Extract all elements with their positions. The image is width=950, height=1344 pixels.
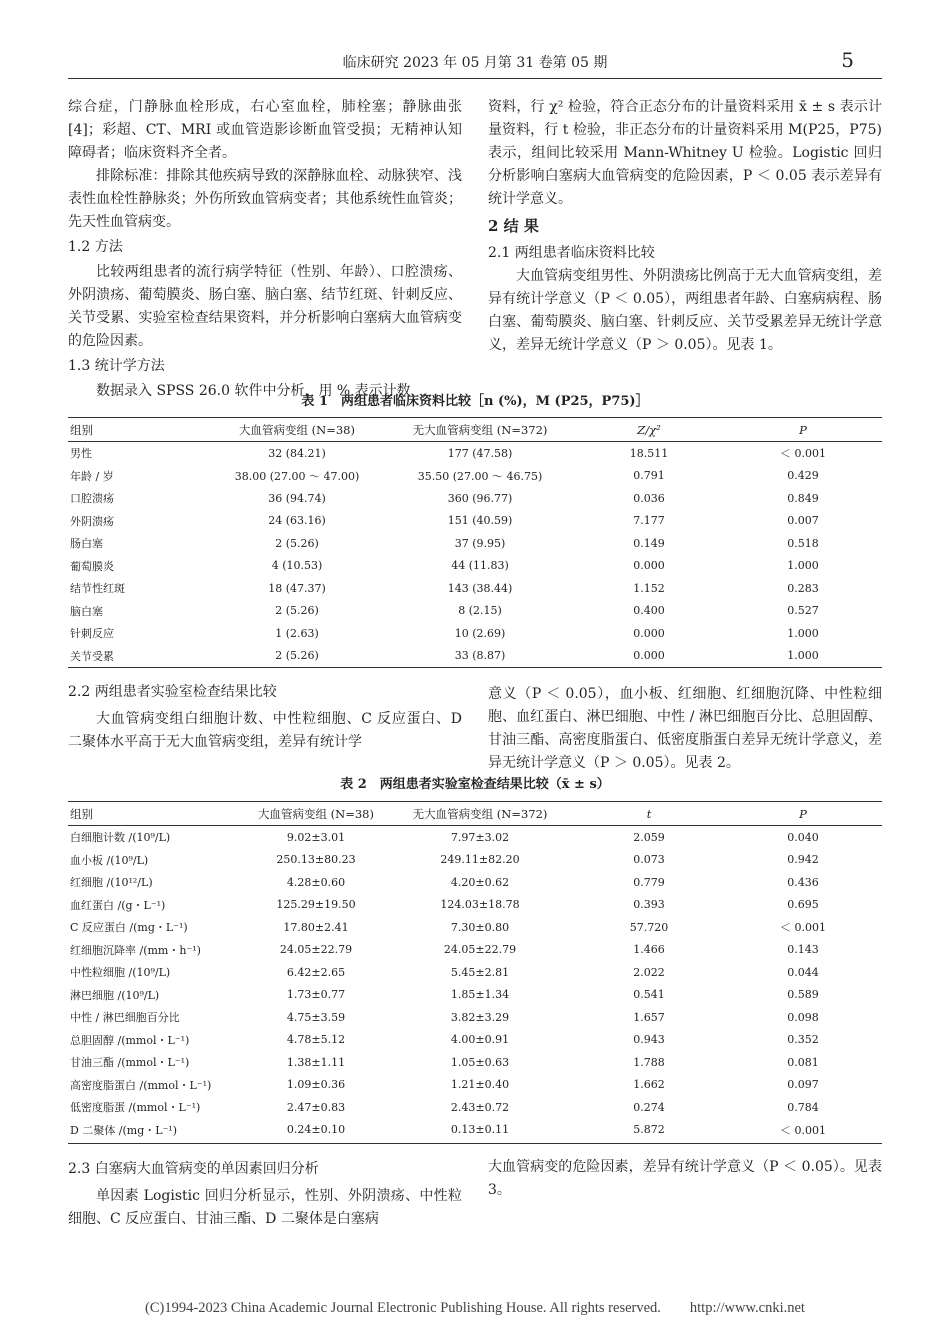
table-cell: 2.43±0.72 xyxy=(450,1100,510,1114)
table-cell: 1.000 xyxy=(787,649,819,663)
table-cell: 0.000 xyxy=(633,649,665,663)
paragraph: 大血管病变的危险因素，差异有统计学意义（P ＜ 0.05）。见表 3。 xyxy=(488,1159,882,1198)
right-column-bottom xyxy=(488,1156,882,1202)
paragraph: 数据录入 SPSS 26.0 软件中分析，用 % 表示计数 xyxy=(96,383,411,399)
table-cell: 151 (40.59) xyxy=(447,514,513,528)
table-row xyxy=(68,622,882,645)
table-cell: 4 (10.53) xyxy=(271,559,323,573)
table-cell: 1.466 xyxy=(633,943,665,957)
table-cell: 8 (2.15) xyxy=(458,604,502,618)
table-cell: 0.589 xyxy=(787,988,819,1002)
table-cell: 血红蛋白 /(g・L⁻¹) xyxy=(70,898,166,912)
table-cell: 0.000 xyxy=(633,559,665,573)
table-cell: 0.040 xyxy=(787,830,819,844)
paragraph: 意义（P ＜ 0.05），血小板、红细胞、红细胞沉降、中性粒细胞、血红蛋白、淋巴细胞、中性 / 淋巴细胞百分比、总胆固醇、甘油三酯、高密度脂蛋白、低密度脂蛋白差异无统计学意义，差异无统计学意义（P ＞ 0.05）。见表 2。 xyxy=(488,686,882,771)
table-cell: 2.47±0.83 xyxy=(286,1100,346,1114)
table-header-cell: 大血管病变组 (N=38) xyxy=(258,807,374,821)
table-row xyxy=(68,1029,882,1052)
paragraph: 大血管病变组白细胞计数、中性粒细胞、C 反应蛋白、D 二聚体水平高于无大血管病变组，差异有统计学 xyxy=(68,711,462,750)
table-cell: 1.38±1.11 xyxy=(286,1055,346,1069)
table-cell: 0.393 xyxy=(633,898,665,912)
table-row xyxy=(68,532,882,555)
table-header-cell: 组别 xyxy=(70,807,93,821)
left-column-bottom xyxy=(68,1158,462,1231)
table-row xyxy=(68,1096,882,1119)
table-cell: 1.05±0.63 xyxy=(450,1055,510,1069)
paragraph: 综合症，门静脉血栓形成，右心室血栓，肺栓塞；静脉曲张[4]；彩超、CT、MRI 或血管造影诊断血管受损；无精神认知障碍者；临床资料齐全者。 xyxy=(68,99,462,161)
table-cell: 高密度脂蛋白 /(mmol・L⁻¹) xyxy=(70,1078,212,1092)
table2-bottom-rule xyxy=(68,1143,882,1144)
table-cell: 0.436 xyxy=(787,875,819,889)
table-cell: 肠白塞 xyxy=(70,537,103,551)
table-row xyxy=(68,555,882,578)
table-cell: 24 (63.16) xyxy=(268,514,326,528)
table-row xyxy=(68,442,882,465)
table-cell: 0.779 xyxy=(633,875,665,889)
table-cell: ＜ 0.001 xyxy=(780,921,826,935)
section-heading: 1.2 方法 xyxy=(68,239,123,255)
table-row xyxy=(68,916,882,939)
table-row xyxy=(68,826,882,849)
table-cell: 7.97±3.02 xyxy=(450,830,510,844)
table-cell: 177 (47.58) xyxy=(447,446,513,460)
table-cell: 0.942 xyxy=(787,853,819,867)
table-cell: 0.400 xyxy=(633,604,665,618)
table-cell: 125.29±19.50 xyxy=(276,898,356,912)
table-cell: 1.09±0.36 xyxy=(286,1078,346,1092)
header-rule xyxy=(68,78,882,79)
table-cell: 红细胞沉降率 /(mm・h⁻¹) xyxy=(70,943,201,957)
table-cell: 18 (47.37) xyxy=(268,581,326,595)
paragraph: 排除标准：排除其他疾病导致的深静脉血栓、动脉狭窄、浅表性血栓性静脉炎；外伤所致血管病变者；其他系统性血管炎；先天性血管病变。 xyxy=(68,168,462,230)
table-cell: 0.518 xyxy=(787,536,819,550)
table-cell: 6.42±2.65 xyxy=(286,965,346,979)
table-cell: 7.177 xyxy=(633,514,665,528)
table-row xyxy=(68,1119,882,1142)
table-cell: 2 (5.26) xyxy=(275,604,319,618)
table-cell: 35.50 (27.00 ～ 46.75) xyxy=(417,469,543,483)
table-cell: 0.081 xyxy=(787,1055,819,1069)
table-cell: 24.05±22.79 xyxy=(279,943,353,957)
table-header-cell: 无大血管病变组 (N=372) xyxy=(412,423,548,437)
table-cell: 甘油三酯 /(mmol・L⁻¹) xyxy=(70,1056,190,1070)
table-cell: 0.073 xyxy=(633,853,665,867)
table-cell: 葡萄膜炎 xyxy=(70,559,114,573)
page-number: 5 xyxy=(841,48,854,72)
table-cell: 1.657 xyxy=(633,1010,665,1024)
table-header-cell: P xyxy=(799,423,807,437)
table-cell: 4.75±3.59 xyxy=(286,1010,346,1024)
table-cell: 38.00 (27.00 ～ 47.00) xyxy=(234,469,360,483)
table-cell: 0.784 xyxy=(787,1100,819,1114)
table-cell: 0.695 xyxy=(787,898,819,912)
table-row xyxy=(68,645,882,668)
table1-bottom-rule xyxy=(68,667,882,668)
table-cell: 124.03±18.78 xyxy=(440,898,520,912)
table2-caption: 表 2 两组患者实验室检查结果比较（x̄ ± s） xyxy=(340,777,610,792)
table-cell: 0.000 xyxy=(633,626,665,640)
table-cell: 关节受累 xyxy=(70,649,114,663)
left-column-top xyxy=(68,96,462,403)
table-cell: 0.429 xyxy=(787,469,819,483)
table-cell: 17.80±2.41 xyxy=(283,920,349,934)
table-cell: 360 (96.77) xyxy=(447,491,513,505)
table-cell: 低密度脂蛋 /(mmol・L⁻¹) xyxy=(70,1101,201,1115)
table-cell: 0.24±0.10 xyxy=(286,1123,346,1137)
section-heading: 2.2 两组患者实验室检查结果比较 xyxy=(68,684,277,700)
table-cell: 10 (2.69) xyxy=(454,626,506,640)
table-cell: 36 (94.74) xyxy=(268,491,326,505)
table-row xyxy=(68,487,882,510)
table-cell: 32 (84.21) xyxy=(268,446,326,460)
table-cell: 0.036 xyxy=(633,491,665,505)
paragraph: 比较两组患者的流行病学特征（性别、年龄）、口腔溃疡、外阴溃疡、葡萄膜炎、肠白塞、脑白塞、结节红斑、针刺反应、关节受累、实验室检查结果资料，并分析影响白塞病大血管病变的危险因素。 xyxy=(68,264,462,349)
running-header: 临床研究 2023 年 05 月第 31 卷第 05 期 xyxy=(342,55,608,71)
section-heading: 1.3 统计学方法 xyxy=(68,358,165,374)
table-cell: 白细胞计数 /(10⁹/L) xyxy=(70,831,171,845)
paragraph: 单因素 Logistic 回归分析显示，性别、外阴溃疡、中性粒细胞、C 反应蛋白、甘油三酯、D 二聚体是白塞病 xyxy=(68,1188,462,1227)
table-cell: 中性 / 淋巴细胞百分比 xyxy=(70,1011,180,1025)
table-header-cell: 大血管病变组 (N=38) xyxy=(239,423,355,437)
table-cell: 血小板 /(10⁹/L) xyxy=(70,853,149,867)
table-cell: 脑白塞 xyxy=(70,604,103,618)
table-cell: 0.044 xyxy=(787,965,819,979)
table-cell: 0.283 xyxy=(787,581,819,595)
table-cell: 0.007 xyxy=(787,514,819,528)
table-cell: 0.274 xyxy=(633,1100,665,1114)
table-cell: 红细胞 /(10¹²/L) xyxy=(70,876,153,890)
table-cell: 0.098 xyxy=(787,1010,819,1024)
table-cell: 1.152 xyxy=(633,581,665,595)
table-row xyxy=(68,600,882,623)
table2 xyxy=(68,802,882,1141)
table-row xyxy=(68,577,882,600)
left-column-mid xyxy=(68,681,462,754)
table-cell: C 反应蛋白 /(mg・L⁻¹) xyxy=(70,921,188,935)
table-cell: 1.85±1.34 xyxy=(450,988,510,1002)
table-cell: 18.511 xyxy=(629,446,669,460)
table-header-cell: Z/χ² xyxy=(637,423,661,437)
table-cell: 男性 xyxy=(70,447,92,461)
table-cell: 口腔溃疡 xyxy=(70,492,114,506)
table-cell: 1.000 xyxy=(787,626,819,640)
table-cell: 0.943 xyxy=(633,1033,665,1047)
right-column-mid xyxy=(488,683,882,775)
table-cell: D 二聚体 /(mg・L⁻¹) xyxy=(70,1123,178,1137)
table-cell: 0.143 xyxy=(787,943,819,957)
table-cell: 1.73±0.77 xyxy=(286,988,346,1002)
table-row xyxy=(68,1006,882,1029)
table-cell: ＜ 0.001 xyxy=(780,1123,826,1137)
table-cell: 57.720 xyxy=(629,920,669,934)
table-cell: 4.00±0.91 xyxy=(450,1033,510,1047)
table-cell: 1 (2.63) xyxy=(275,626,319,640)
table-cell: 5.872 xyxy=(633,1123,665,1137)
table-cell: 44 (11.83) xyxy=(451,559,509,573)
table-cell: 0.849 xyxy=(787,491,819,505)
table-row xyxy=(68,961,882,984)
right-column-top xyxy=(488,96,882,357)
table-cell: 0.149 xyxy=(633,536,665,550)
table-cell: 0.13±0.11 xyxy=(450,1123,510,1137)
table1 xyxy=(68,418,882,667)
table-cell: 4.78±5.12 xyxy=(286,1033,346,1047)
table-cell: 年龄 / 岁 xyxy=(70,469,114,483)
table-header-cell: P xyxy=(799,807,807,821)
table-header-cell: 无大血管病变组 (N=372) xyxy=(412,807,548,821)
table-row xyxy=(68,465,882,488)
table-cell: 总胆固醇 /(mmol・L⁻¹) xyxy=(70,1033,190,1047)
table-cell: 2.022 xyxy=(633,965,665,979)
table-cell: 结节性红斑 xyxy=(70,582,125,596)
section-heading: 2.3 白塞病大血管病变的单因素回归分析 xyxy=(68,1161,319,1177)
table-row xyxy=(68,1051,882,1074)
table-cell: 1.21±0.40 xyxy=(450,1078,510,1092)
table-cell: 0.541 xyxy=(633,988,665,1002)
table-cell: 33 (8.87) xyxy=(454,649,506,663)
table-cell: 250.13±80.23 xyxy=(276,853,356,867)
table1-caption: 表 1 两组患者临床资料比较［n (%)，M (P25，P75)］ xyxy=(301,394,649,409)
table-row xyxy=(68,849,882,872)
table-cell: 3.82±3.29 xyxy=(450,1010,510,1024)
paragraph: 资料，行 χ² 检验，符合正态分布的计量资料采用 x̄ ± s 表示计量资料，行 t 检验，非正态分布的计量资料采用 M(P25，P75) 表示，组间比较采用 Mann-Whitney U 检验。Logistic 回归分析影响白塞病大血管病变的危险因素，P ＜ 0.05 表示差异有统计学意义。 xyxy=(488,99,882,207)
table-cell: 中性粒细胞 /(10⁹/L) xyxy=(70,966,171,980)
table-header-cell: 组别 xyxy=(70,423,93,437)
table-cell: 2.059 xyxy=(633,830,665,844)
table-cell: 249.11±82.20 xyxy=(440,853,520,867)
table-header-cell: t xyxy=(646,807,652,821)
table-cell: 0.352 xyxy=(787,1033,819,1047)
table-cell: 0.791 xyxy=(633,469,665,483)
table-cell: 1.662 xyxy=(633,1078,665,1092)
table-cell: 4.20±0.62 xyxy=(450,875,510,889)
table-row xyxy=(68,984,882,1007)
table-cell: 5.45±2.81 xyxy=(450,965,510,979)
table-cell: 7.30±0.80 xyxy=(450,920,510,934)
table-cell: 4.28±0.60 xyxy=(286,875,346,889)
table-cell: 针刺反应 xyxy=(70,627,114,641)
paragraph: 大血管病变组男性、外阴溃疡比例高于无大血管病变组，差异有统计学意义（P ＜ 0.05），两组患者年龄、白塞病病程、肠白塞、葡萄膜炎、脑白塞、针刺反应、关节受累差异无统计学意义，差异无统计学意义（P ＞ 0.05）。见表 1。 xyxy=(488,268,882,353)
table-cell: 24.05±22.79 xyxy=(443,943,517,957)
table-cell: 37 (9.95) xyxy=(454,536,506,550)
table-cell: 1.788 xyxy=(633,1055,665,1069)
table-cell: 淋巴细胞 /(10⁹/L) xyxy=(70,988,160,1002)
table-cell: 9.02±3.01 xyxy=(286,830,346,844)
table-cell: 0.527 xyxy=(787,604,819,618)
table-row xyxy=(68,939,882,962)
table-cell: ＜ 0.001 xyxy=(780,447,826,461)
table-cell: 0.097 xyxy=(787,1078,819,1092)
table-row xyxy=(68,871,882,894)
table-cell: 143 (38.44) xyxy=(447,581,513,595)
section-heading: 2 结 果 xyxy=(488,217,539,235)
section-heading: 2.1 两组患者临床资料比较 xyxy=(488,245,655,261)
table-cell: 2 (5.26) xyxy=(275,649,319,663)
copyright-footer: (C)1994-2023 China Academic Journal Electronic Publishing House. All rights reserved. http://www.cnki.net xyxy=(145,1300,805,1316)
table-cell: 2 (5.26) xyxy=(275,536,319,550)
table-row xyxy=(68,894,882,917)
table-row xyxy=(68,510,882,533)
table-cell: 外阴溃疡 xyxy=(70,514,114,528)
table-cell: 1.000 xyxy=(787,559,819,573)
table-row xyxy=(68,1074,882,1097)
